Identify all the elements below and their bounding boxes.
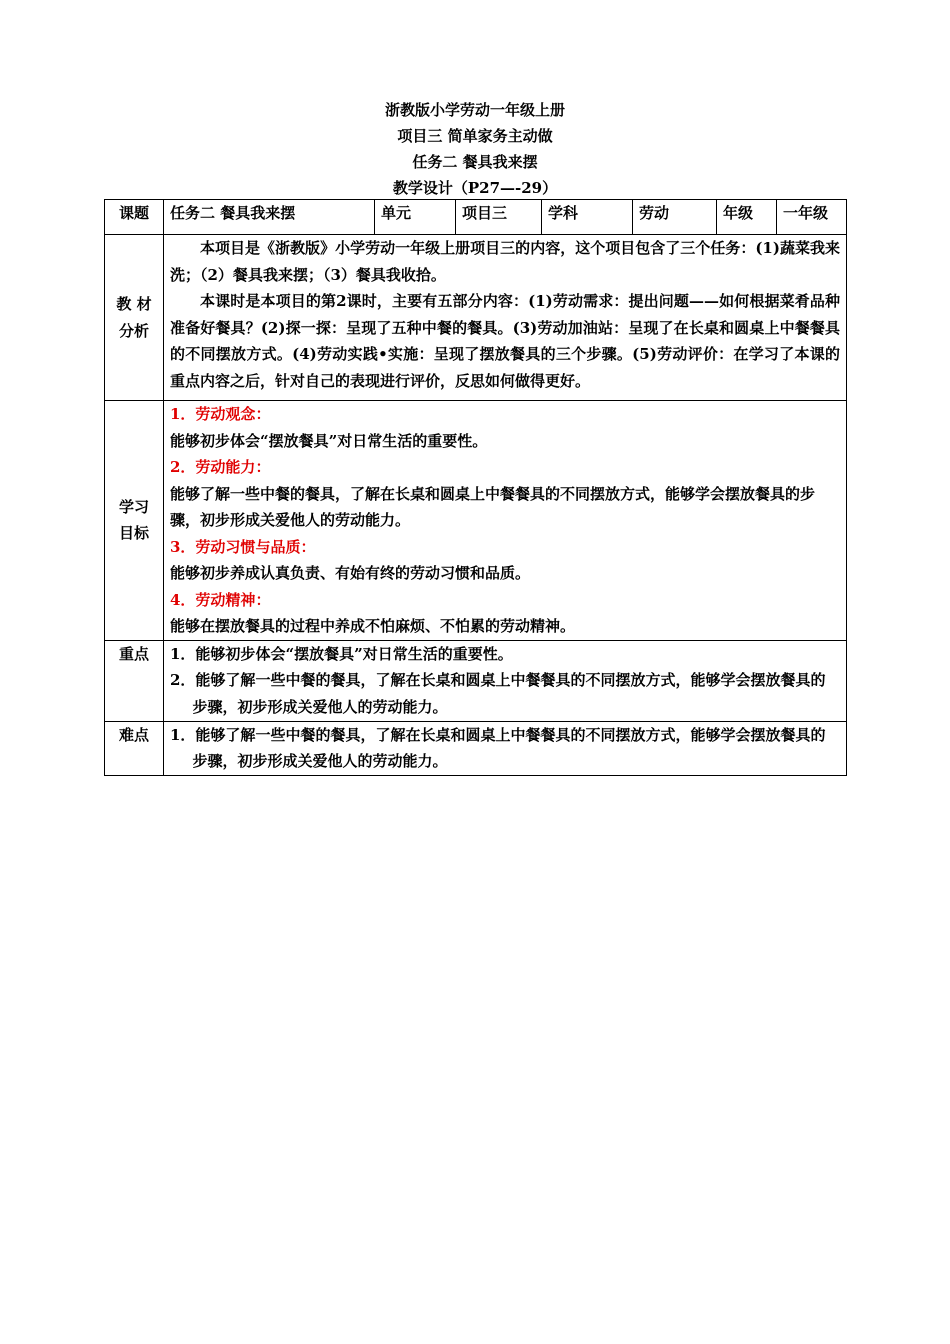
topic-value: 任务二 餐具我来摆 [164,200,375,235]
key-points-label: 重点 [105,640,164,721]
objective-text-4: 能够在摆放餐具的过程中养成不怕麻烦、不怕累的劳动精神。 [170,617,576,635]
difficulties-label: 难点 [105,721,164,775]
material-analysis-row [105,235,847,401]
unit-label: 单元 [375,200,456,235]
material-analysis-content [164,235,847,401]
grade-value: 一年级 [777,200,847,235]
material-para-2: 本课时是本项目的第2课时，主要有五部分内容：(1)劳动需求：提出问题——如何根据菜肴品种准备好餐具？(2)探一探：呈现了五种中餐的餐具。(3)劳动加油站：呈现了在长桌和圆桌上中餐餐具的不同摆放方式。(4)劳动实践•实施：呈现了摆放餐具的三个步骤。(5)劳动评价：在学习了本课的重点内容之后，针对自己的表现进行评价，反思如何做得更好。 [170,292,840,390]
title-project: 项目三 简单家务主动做 [397,127,553,145]
unit-value: 项目三 [456,200,542,235]
objective-heading-2: 2．劳动能力： [170,458,271,476]
subject-label: 学科 [542,200,633,235]
title-task: 任务二 餐具我来摆 [412,153,538,171]
objectives-content [164,401,847,641]
grade-label: 年级 [717,200,777,235]
material-para-1: 本项目是《浙教版》小学劳动一年级上册项目三的内容，这个项目包含了三个任务：(1)蔬菜我来洗；（2）餐具我来摆；（3）餐具我收拾。 [170,239,840,284]
difficulty-1: 1．能够了解一些中餐的餐具，了解在长桌和圆桌上中餐餐具的不同摆放方式，能够学会摆放餐具的步骤，初步形成关爱他人的劳动能力。 [170,725,826,770]
difficulties-content [164,721,847,775]
objective-text-3: 能够初步养成认真负责、有始有终的劳动习惯和品质。 [170,564,531,582]
key-point-1: 1．能够初步体会“摆放餐具”对日常生活的重要性。 [170,644,513,663]
title-textbook: 浙教版小学劳动一年级上册 [384,101,565,119]
objective-heading-4: 4．劳动精神： [170,590,271,609]
topic-label: 课题 [105,200,164,235]
document-titles [0,97,950,201]
objective-text-1: 能够初步体会“摆放餐具”对日常生活的重要性。 [170,431,488,450]
subject-value: 劳动 [633,200,717,235]
objective-heading-3: 3．劳动习惯与品质： [170,537,316,556]
objectives-label: 学习 目标 [105,401,164,641]
title-design: 教学设计（P27—-29） [392,179,558,197]
lesson-plan-table [104,199,847,776]
objective-heading-1: 1．劳动观念： [170,405,271,423]
material-analysis-label: 教 材 分析 [105,235,164,401]
difficulties-row [105,721,847,775]
objectives-row [105,401,847,641]
key-points-content [164,640,847,721]
objective-text-2: 能够了解一些中餐的餐具，了解在长桌和圆桌上中餐餐具的不同摆放方式，能够学会摆放餐具的步骤，初步形成关爱他人的劳动能力。 [170,484,816,529]
key-points-row [105,640,847,721]
header-row [105,200,847,235]
key-point-2: 2．能够了解一些中餐的餐具，了解在长桌和圆桌上中餐餐具的不同摆放方式，能够学会摆放餐具的步骤，初步形成关爱他人的劳动能力。 [170,671,826,716]
